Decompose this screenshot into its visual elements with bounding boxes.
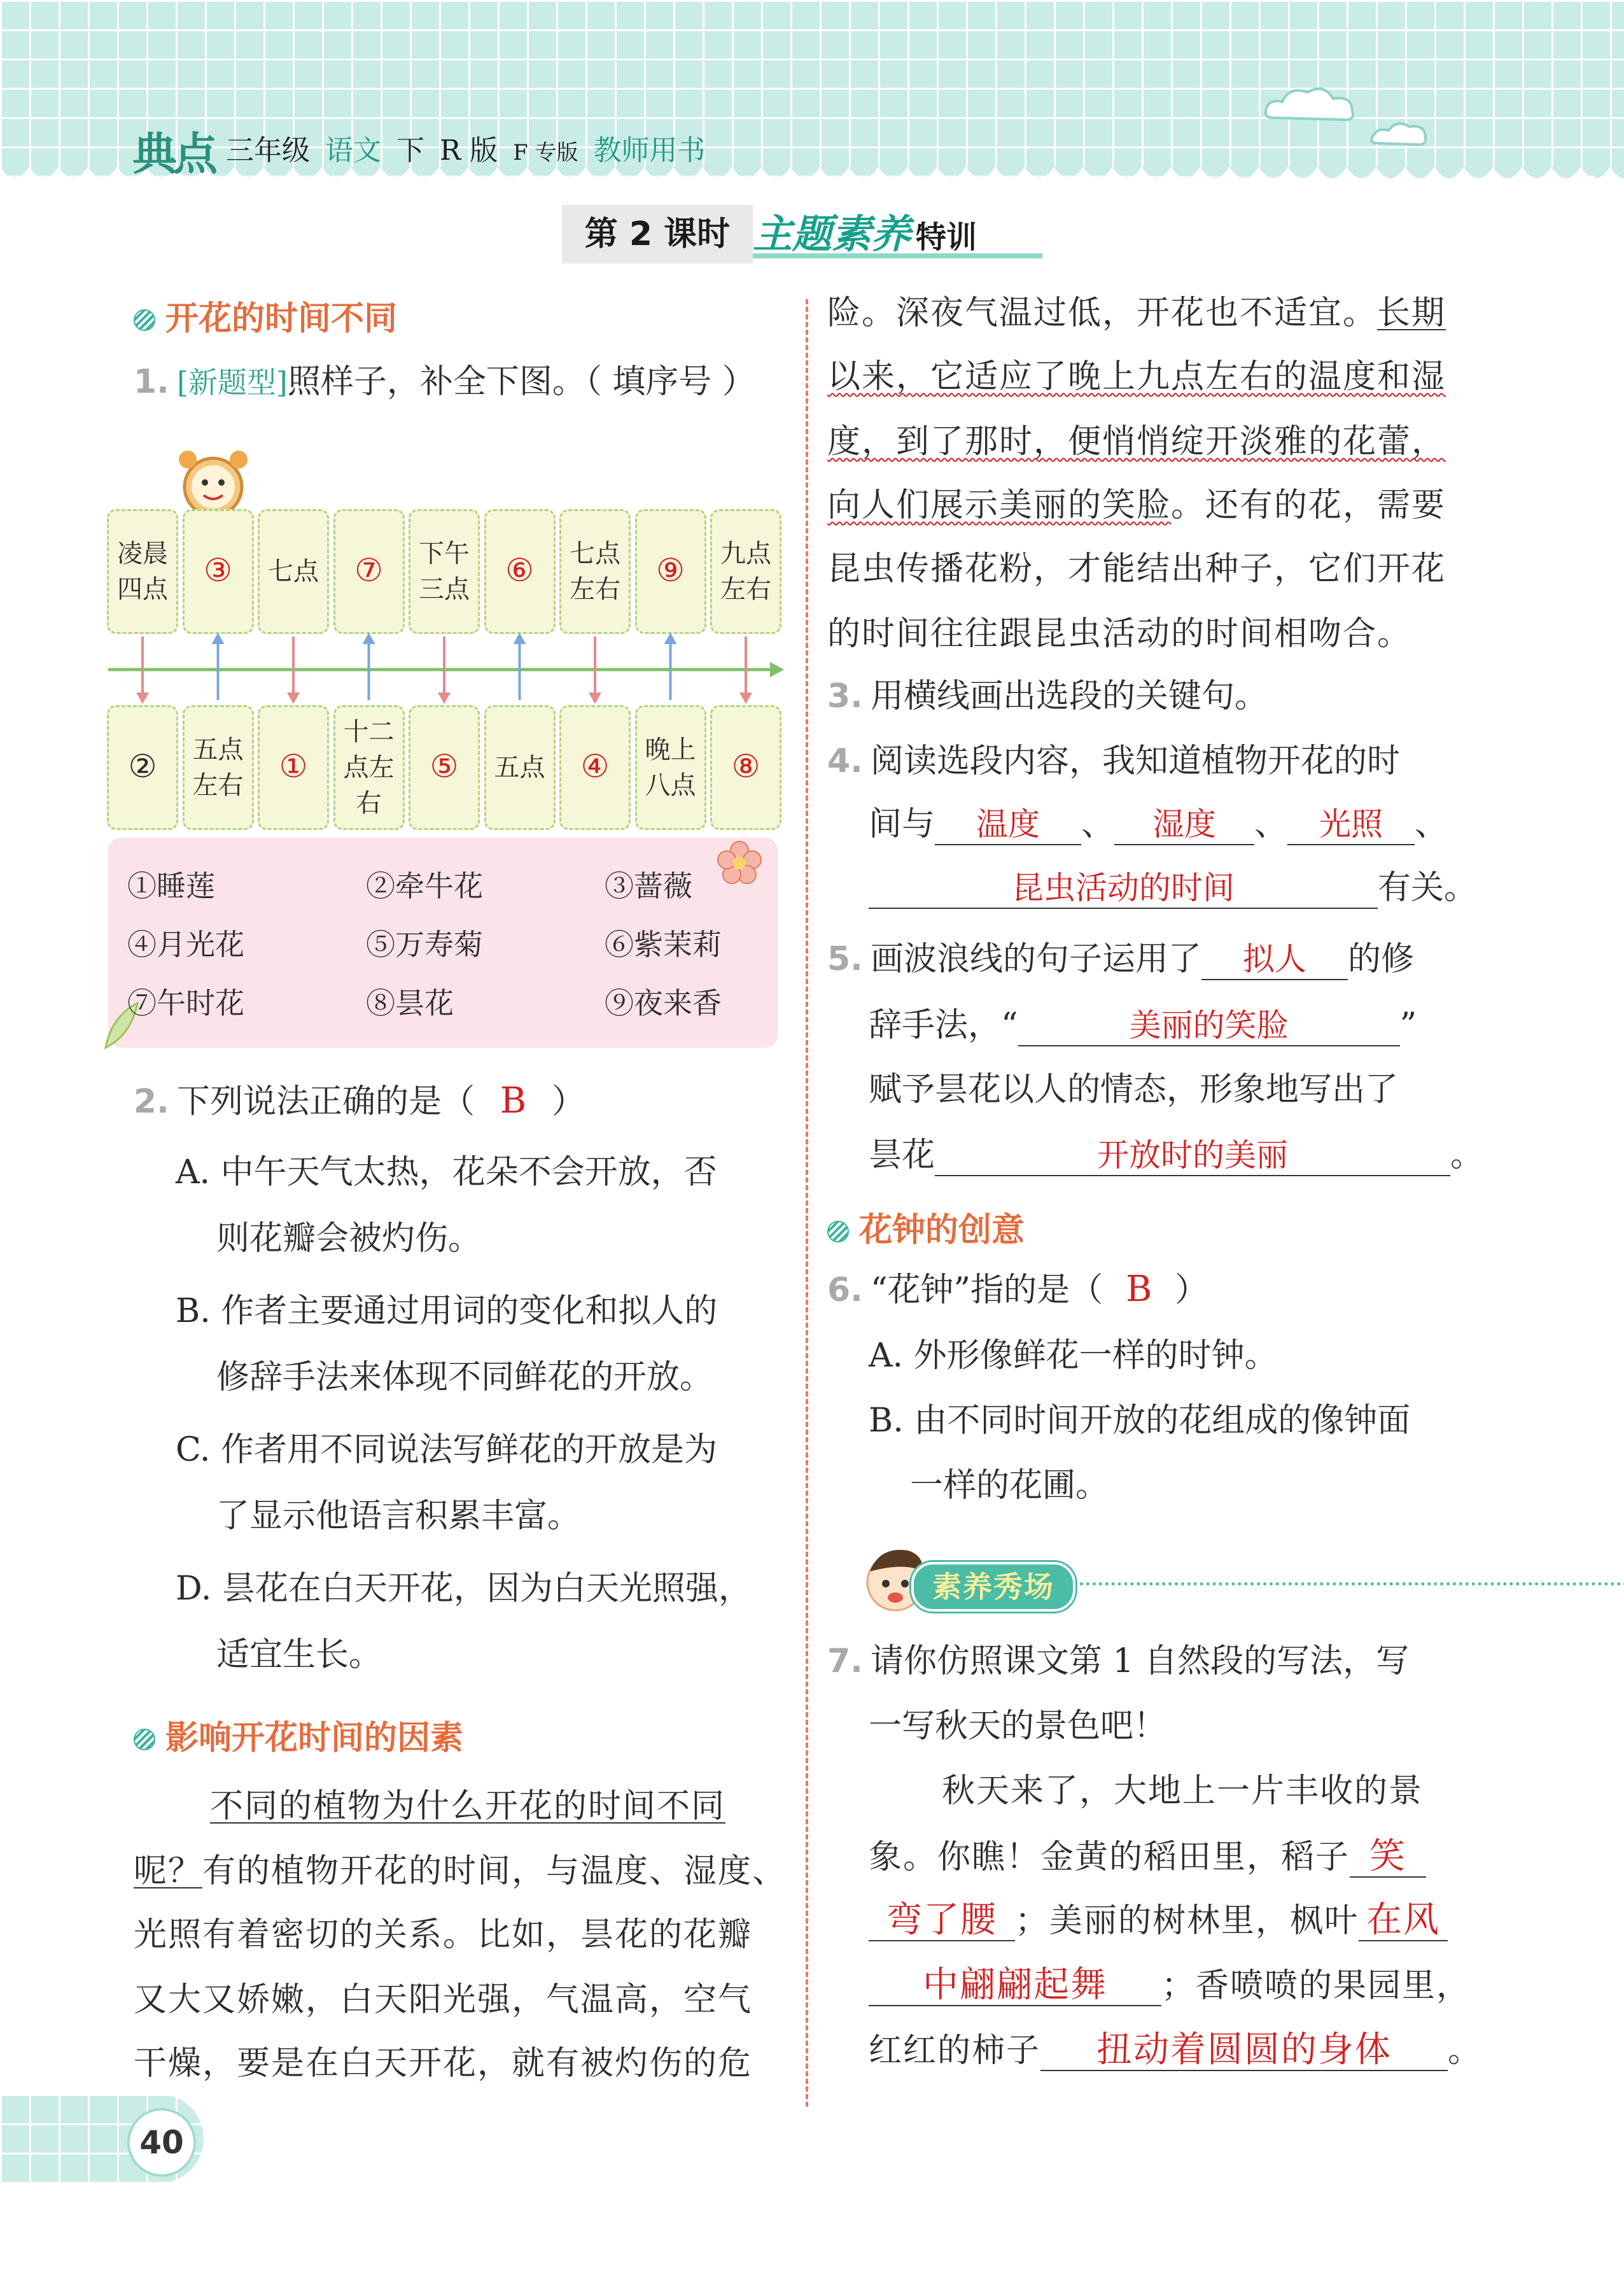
arrow-down-icon xyxy=(589,693,601,704)
legend-item: ⑥紫茉莉 xyxy=(605,927,722,962)
passage-line: 干燥，要是在白天开花，就有被灼伤的危 xyxy=(134,2044,753,2083)
q5-answer-2: 美丽的笑脸 xyxy=(1018,1006,1400,1046)
flower-number: ② xyxy=(128,748,157,785)
page-number-circle xyxy=(127,2108,196,2177)
legend-item: ④月光花 xyxy=(127,927,244,962)
q6-option-a: A. 外形像鲜花一样的时钟。 xyxy=(869,1337,1278,1375)
q7-answer-line: 中翩翩起舞 ；香喷喷的果园里， xyxy=(869,1965,1471,2006)
passage-line: 不同的植物为什么开花的时间不同 xyxy=(210,1787,726,1825)
q5-line4: 昙花 开放时的美丽 。 xyxy=(869,1135,1483,1176)
passage-line: 的时间往往跟昆虫活动的时间相吻合。 xyxy=(827,615,1412,653)
new-question-tag: [新题型] xyxy=(176,365,288,400)
passage-line: 呢？有的植物开花的时间，与温度、湿度、 xyxy=(134,1852,787,1890)
time-label: 下午 xyxy=(419,539,470,568)
answer-number: ④ xyxy=(580,748,610,785)
time-label: 三点 xyxy=(419,575,470,604)
legend-item: ①睡莲 xyxy=(127,869,215,903)
q2-option: A. 中午天气太热，花朵不会开放，否 xyxy=(176,1153,717,1192)
bullet-icon xyxy=(134,309,155,331)
q5-line2: 辞手法，“ 美丽的笑脸 ” xyxy=(869,1006,1417,1046)
time-label: 凌晨 xyxy=(117,539,168,568)
q2-option: B. 作者主要通过用词的变化和拟人的 xyxy=(176,1292,718,1330)
q6-answer: B xyxy=(1126,1269,1152,1310)
cloud-icon xyxy=(1368,118,1432,150)
header-info xyxy=(226,127,712,168)
q4-line2: 间与 温度 、 湿度 、 光照 、 xyxy=(869,805,1448,845)
passage-line: 度，到了那时，便悄悄绽开淡雅的花蕾， xyxy=(827,423,1446,461)
arrow-up-icon xyxy=(212,633,225,644)
time-label: 左右 xyxy=(192,771,244,800)
grade-label: 三年级 xyxy=(226,134,310,167)
cloud-icon xyxy=(1260,83,1362,127)
time-label: 右 xyxy=(356,789,382,818)
time-label: 五点 xyxy=(494,753,545,782)
q6-prompt: 6. “花钟”指的是（ B ） xyxy=(827,1269,1208,1310)
header-banner xyxy=(0,0,1624,191)
q4-line3: 昆虫活动的时间 有关。 xyxy=(869,868,1477,909)
legend-item: ③蔷薇 xyxy=(605,869,692,903)
answer-number: ⑨ xyxy=(656,552,685,589)
header-wave xyxy=(0,167,1624,192)
section-heading-1: 开花的时间不同 xyxy=(134,292,397,339)
q7-answer-1a: 笑 xyxy=(1350,1837,1426,1878)
q5-answer-3: 开放时的美丽 xyxy=(935,1135,1450,1176)
flower-box xyxy=(710,705,781,830)
section-heading-2: 影响开花时间的因素 xyxy=(134,1711,463,1759)
time-label: 七点 xyxy=(268,557,319,586)
flower-box xyxy=(409,705,480,830)
flower-box xyxy=(107,705,178,830)
arrow-down-icon xyxy=(287,693,300,704)
passage-line: 向人们展示美丽的笑脸。还有的花，需要 xyxy=(827,486,1446,524)
q7-answer-3: 扭动着圆圆的身体 xyxy=(1040,2030,1448,2071)
flower-box xyxy=(635,705,706,830)
edition-label: R 版 xyxy=(440,134,498,167)
answer-number: ③ xyxy=(204,552,232,589)
time-label: 七点 xyxy=(570,539,620,568)
arrow-down-icon xyxy=(136,693,149,704)
q2-option-cont: 了显示他语言积累丰富。 xyxy=(216,1497,581,1535)
lesson-title xyxy=(562,205,1046,264)
passage-line: 又大又娇嫩，白天阳光强，气温高，空气 xyxy=(134,1981,753,2019)
q4-answer-3: 光照 xyxy=(1287,805,1415,845)
time-label: 四点 xyxy=(117,575,168,604)
time-label: 八点 xyxy=(645,771,696,800)
q4: 4. 阅读选段内容，我知道植物开花的时 xyxy=(827,742,1400,780)
q7-answer-line: 弯了腰 ；美丽的树林里，枫叶 在风 xyxy=(869,1901,1448,1941)
legend-item: ⑨夜来香 xyxy=(605,986,722,1020)
badge-text: 素养秀场 xyxy=(932,1570,1054,1604)
q2-option-cont: 适宜生长。 xyxy=(216,1636,382,1674)
q7-answer-1b: 弯了腰 xyxy=(869,1901,1015,1941)
time-label: 左右 xyxy=(570,575,620,604)
lesson-topic xyxy=(753,205,1046,264)
q7-answer-line: 象。你瞧！金黄的稻田里，稻子 笑 xyxy=(869,1837,1426,1878)
arrow-up-icon xyxy=(664,633,677,644)
answer-number: ⑦ xyxy=(354,552,383,589)
answer-number: ① xyxy=(279,748,308,785)
flower-box xyxy=(559,705,631,830)
q2-prompt: 2. 下列说法正确的是（ B ） xyxy=(134,1080,585,1121)
passage-line: 光照有着密切的关系。比如，昙花的花瓣 xyxy=(134,1916,753,1954)
column-divider xyxy=(806,299,808,2107)
q3: 3. 用横线画出选段的关键句。 xyxy=(827,677,1268,715)
legend-item: ②牵牛花 xyxy=(366,869,483,903)
lesson-title-main: 主题素养 xyxy=(753,211,911,257)
q5-answer-1: 拟人 xyxy=(1201,939,1348,980)
bullet-icon xyxy=(134,1729,155,1750)
flower-box xyxy=(484,705,556,830)
bullet-icon xyxy=(827,1221,849,1242)
q7-answer-2b: 中翩翩起舞 xyxy=(869,1965,1161,2006)
arrow-up-icon xyxy=(514,633,526,644)
flower-icon xyxy=(708,831,771,895)
brand-logo: 典点 xyxy=(132,127,214,180)
q4-answer-4: 昆虫活动的时间 xyxy=(869,868,1378,909)
q2-option-cont: 则花瓣会被灼伤。 xyxy=(216,1220,482,1258)
lesson-title-sub: 特训 xyxy=(916,220,977,255)
flower-box xyxy=(333,705,405,830)
q4-answer-2: 湿度 xyxy=(1114,805,1254,845)
q6-option-b: B. 由不同时间开放的花组成的像钟面 xyxy=(869,1402,1411,1440)
arrow-down-icon xyxy=(739,693,752,704)
time-label: 五点 xyxy=(192,735,244,764)
legend-item: ⑧昙花 xyxy=(366,986,454,1020)
time-label: 点左 xyxy=(343,753,395,782)
page-number: 40 xyxy=(139,2124,184,2161)
passage-line: 以来，它适应了晚上九点左右的温度和湿 xyxy=(827,358,1446,396)
answer-number: ⑤ xyxy=(430,748,459,785)
timeline-axis xyxy=(102,611,789,719)
passage-line: 昆虫传播花粉，才能结出种子，它们开花 xyxy=(827,550,1446,588)
legend-item: ⑦午时花 xyxy=(127,986,244,1020)
q2-answer: B xyxy=(500,1080,527,1121)
q7-answer-2a: 在风 xyxy=(1359,1901,1448,1941)
answer-number: ⑧ xyxy=(731,748,760,785)
q5: 5. 画波浪线的句子运用了 拟人 的修 xyxy=(827,939,1414,980)
time-label: 左右 xyxy=(720,575,771,604)
arrow-up-icon xyxy=(363,633,375,644)
flower-legend xyxy=(108,838,778,1048)
time-label: 九点 xyxy=(720,539,771,568)
legend-item: ⑤万寿菊 xyxy=(366,927,483,962)
answer-number: ⑥ xyxy=(505,552,534,589)
lesson-number: 第 2 课时 xyxy=(562,205,753,264)
q4-answer-1: 温度 xyxy=(935,805,1081,845)
book-type-label: 教师用书 xyxy=(593,134,706,167)
arrow-head-icon xyxy=(770,662,784,677)
badge-dotted-line xyxy=(1080,1582,1624,1585)
term-label: 下 xyxy=(396,134,424,167)
q2-option-cont: 修辞手法来体现不同鲜花的开放。 xyxy=(216,1358,713,1396)
passage-line: 险。深夜气温过低，开花也不适宜。长期 xyxy=(827,294,1446,332)
q7-prompt-2: 一写秋天的景色吧！ xyxy=(869,1707,1167,1745)
q2-option: D. 昙花在白天开花，因为白天光照强， xyxy=(176,1570,752,1608)
q7-answer-line: 红红的柿子 扭动着圆圆的身体 。 xyxy=(869,2029,1483,2071)
q5-line3: 赋予昙花以人的情态，形象地写出了 xyxy=(869,1071,1399,1109)
q7-prompt: 7. 请你仿照课文第 1 自然段的写法，写 xyxy=(827,1642,1410,1680)
flower-box xyxy=(258,705,329,830)
arrow-down-icon xyxy=(438,693,451,704)
q2-option: C. 作者用不同说法写鲜花的开放是为 xyxy=(176,1431,717,1469)
time-label: 十二 xyxy=(343,717,395,747)
section-heading-3: 花钟的创意 xyxy=(827,1203,1025,1251)
f-label: F 专版 xyxy=(513,140,578,165)
time-label: 晚上 xyxy=(645,735,696,764)
q1-prompt: 1. [新题型]照样子，补全下图。（ 填序号 ） xyxy=(134,363,755,401)
q6-option-b-cont: 一样的花圃。 xyxy=(910,1466,1109,1505)
badge-pill xyxy=(911,1562,1075,1612)
subject-label: 语文 xyxy=(325,134,381,167)
q7-answer-line: 秋天来了，大地上一片丰收的景 xyxy=(942,1772,1424,1810)
flower-box xyxy=(183,705,254,830)
